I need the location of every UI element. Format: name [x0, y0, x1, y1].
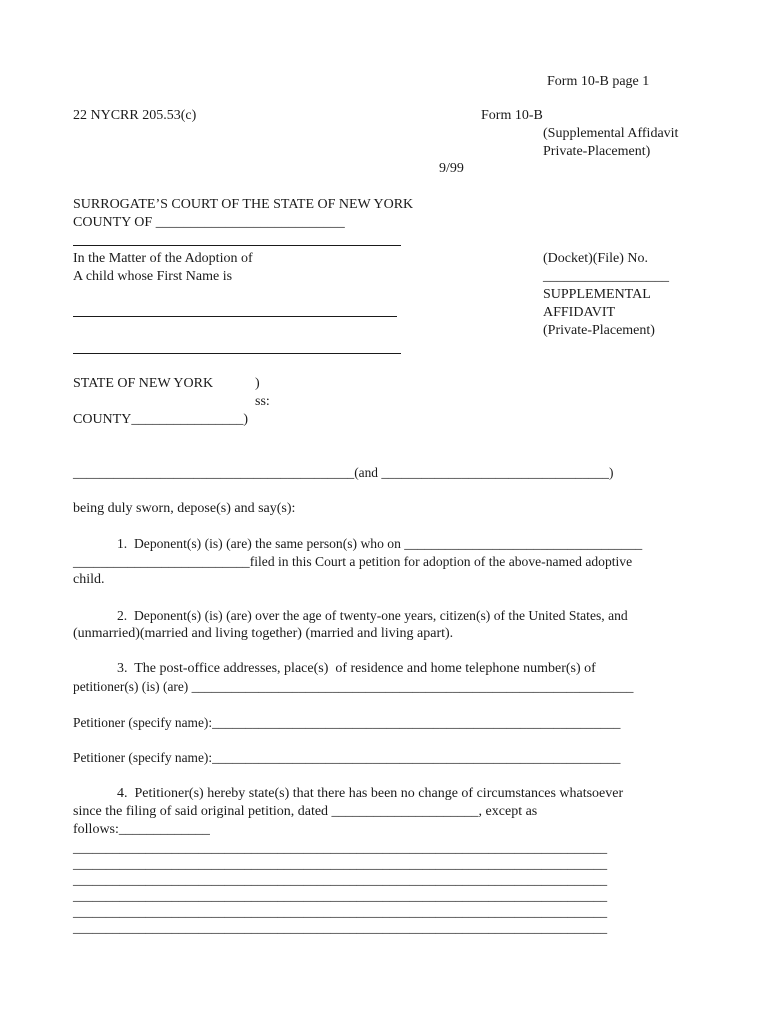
venue-state: STATE OF NEW YORK: [73, 376, 214, 391]
matter-line2: A child whose First Name is: [73, 269, 233, 284]
child-name-line: [73, 316, 397, 317]
paragraph-1-line3: child.: [73, 572, 105, 587]
docket-label: (Docket)(File) No.: [543, 251, 648, 266]
title-line1: SUPPLEMENTAL: [543, 287, 651, 302]
venue-paren: ): [255, 376, 260, 391]
paragraph-2-line1: 2. Deponent(s) (is) (are) over the age of twenty-one years, citizen(s) of the United States, and: [117, 608, 628, 623]
matter-line1: In the Matter of the Adoption of: [73, 251, 253, 266]
blank-line: _________________________________________________________________________________: [73, 888, 608, 903]
sworn-statement: being duly sworn, depose(s) and say(s):: [73, 501, 296, 516]
caption-top-rule: [73, 245, 401, 246]
docket-blank: __________________: [543, 269, 669, 284]
rule-citation: 22 NYCRR 205.53(c): [73, 108, 197, 123]
revision-date: 9/99: [439, 161, 464, 176]
petitioner-2-line: Petitioner (specify name):_____________________________________________________________: [73, 750, 621, 765]
venue-ss: ss:: [255, 394, 270, 409]
county-line: COUNTY OF ___________________________: [73, 215, 345, 230]
paragraph-2-line2: (unmarried)(married and living together) (married and living apart).: [73, 626, 454, 641]
paragraph-1-line2: __________________________filed in this Court a petition for adoption of the above-named adoptive: [73, 554, 633, 569]
form-description-line2: Private-Placement): [543, 144, 651, 159]
form-description-line1: (Supplemental Affidavit: [543, 126, 679, 141]
paragraph-4-line1: 4. Petitioner(s) hereby state(s) that there has been no change of circumstances whatsoever: [117, 786, 624, 801]
blank-line: _________________________________________________________________________________: [73, 872, 608, 887]
page-label: Form 10-B page 1: [547, 74, 650, 89]
petitioner-1-line: Petitioner (specify name):_____________________________________________________________: [73, 715, 621, 730]
deponent-names-line: __________________________________________(and __________________________________): [73, 465, 614, 480]
paragraph-1-line1: 1. Deponent(s) (is) (are) the same person(s) who on ___________________________________: [117, 536, 643, 551]
blank-line: _________________________________________________________________________________: [73, 856, 608, 871]
title-line2: AFFIDAVIT: [543, 305, 616, 320]
paragraph-4-line3: follows:_____________: [73, 822, 210, 837]
venue-county: COUNTY________________): [73, 412, 248, 427]
blank-line: _________________________________________________________________________________: [73, 840, 608, 855]
court-name: SURROGATE’S COURT OF THE STATE OF NEW YORK: [73, 197, 414, 212]
title-line3: (Private-Placement): [543, 323, 655, 338]
paragraph-3-line2: petitioner(s) (is) (are) __________________________________________________________________: [73, 679, 634, 694]
paragraph-4-line2: since the filing of said original petition, dated _____________________, except as: [73, 804, 538, 819]
blank-line: _________________________________________________________________________________: [73, 904, 608, 919]
caption-bottom-rule: [73, 353, 401, 354]
blank-line: _________________________________________________________________________________: [73, 920, 608, 935]
paragraph-3-line1: 3. The post-office addresses, place(s) of residence and home telephone number(s) of: [117, 661, 596, 676]
form-name: Form 10-B: [481, 108, 543, 123]
